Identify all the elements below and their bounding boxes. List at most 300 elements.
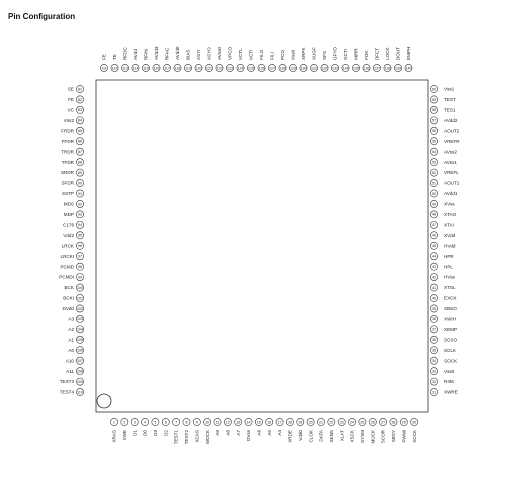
pin-number: 115 xyxy=(143,66,149,71)
pin-number: 37 xyxy=(432,327,436,332)
pin-47 xyxy=(430,221,453,228)
pin-7 xyxy=(173,418,180,444)
pin-number: 119 xyxy=(185,66,191,71)
pin-112 xyxy=(111,54,118,71)
pin-number: 88 xyxy=(78,160,82,165)
pin-label: Vdd0 xyxy=(297,430,303,441)
pin-60 xyxy=(430,85,454,92)
pin-label: XCCK xyxy=(411,430,417,443)
pin-label: A11 xyxy=(66,368,74,374)
pin-124 xyxy=(237,48,244,72)
pin-number: 23 xyxy=(339,420,344,425)
pin-number: 11 xyxy=(215,420,220,425)
pin-number: 85 xyxy=(78,129,82,134)
pin-59 xyxy=(430,96,456,103)
pin-22 xyxy=(328,418,335,442)
pin-108 xyxy=(66,368,83,375)
pin-32 xyxy=(430,378,453,385)
pin-label: XWIH xyxy=(444,316,456,322)
pin-number: 89 xyxy=(78,170,82,175)
pin-label: D1 xyxy=(132,430,138,436)
pin-number: 90 xyxy=(78,181,82,186)
pin-137 xyxy=(373,48,380,72)
pin-31 xyxy=(430,388,457,395)
pin-number: 99 xyxy=(78,275,82,280)
pin-label: A5 xyxy=(266,430,272,436)
pin-45 xyxy=(430,242,456,249)
pin-number: 34 xyxy=(432,359,436,363)
pin-number: 105 xyxy=(77,338,83,343)
pin-label: Vss0 xyxy=(444,368,455,374)
pin-number: 86 xyxy=(78,139,82,144)
pin-140 xyxy=(405,47,412,72)
pin-2 xyxy=(121,418,128,440)
pin-number: 109 xyxy=(77,379,83,384)
pin-number: 43 xyxy=(432,264,436,269)
pin-number: 112 xyxy=(111,66,118,71)
pin-label: EXCK xyxy=(444,295,457,301)
pin-104 xyxy=(68,326,83,333)
pin-97 xyxy=(60,253,83,260)
pin-label: GFYO xyxy=(332,46,338,60)
pin-6 xyxy=(162,418,169,435)
pin-number: 41 xyxy=(432,285,436,290)
pin-number: 140 xyxy=(405,66,412,71)
pin-number: 108 xyxy=(77,369,83,374)
pin-number: 44 xyxy=(432,254,436,259)
pin-label: XCAS xyxy=(194,430,200,443)
pin-label: GCTI xyxy=(343,49,349,60)
pin-number: 106 xyxy=(77,348,83,353)
pin-label: XSCK xyxy=(349,430,355,443)
pin-56 xyxy=(430,127,459,134)
pin-label: D2 xyxy=(163,430,169,436)
pin-number: 122 xyxy=(216,66,223,71)
pin-number: 95 xyxy=(78,233,82,238)
pin-8 xyxy=(183,418,190,444)
pin-135 xyxy=(352,48,359,72)
pin-86 xyxy=(62,138,84,145)
pin-95 xyxy=(63,232,83,239)
pin-5 xyxy=(152,418,159,435)
pin-label: SBSO xyxy=(444,306,457,312)
pin-number: 60 xyxy=(432,87,436,92)
pin-number: 48 xyxy=(432,212,436,217)
pin-label: A1 xyxy=(68,337,74,343)
pin-label: TE xyxy=(112,54,118,60)
pin-label: TFDR xyxy=(61,159,74,165)
pin-37 xyxy=(430,326,457,333)
pin-label: BCK xyxy=(64,285,74,291)
pin-label: XTSL xyxy=(444,285,456,291)
pin-label: RFAC xyxy=(164,47,170,60)
pin-132 xyxy=(321,51,328,72)
pin-label: XEMP xyxy=(444,326,458,332)
pin-87 xyxy=(61,148,83,155)
pin-label: XWE xyxy=(121,430,127,441)
pin-107 xyxy=(66,357,84,364)
pin-127 xyxy=(268,52,275,72)
pin-90 xyxy=(61,179,83,186)
pin-label: SCSO xyxy=(444,337,458,343)
pin-125 xyxy=(247,50,254,72)
pin-number: 120 xyxy=(195,66,202,71)
pin-number: 20 xyxy=(308,420,313,425)
pin-number: 139 xyxy=(395,66,401,71)
pin-number: 49 xyxy=(432,202,436,207)
pin-label: PCMD xyxy=(60,264,74,270)
pin-number: 132 xyxy=(321,66,328,71)
pin-99 xyxy=(59,274,83,281)
pin-number: 117 xyxy=(164,66,170,71)
pin-38 xyxy=(430,315,456,322)
pin-111 xyxy=(100,54,107,71)
pin-53 xyxy=(430,159,457,166)
pin-91 xyxy=(62,190,84,197)
pin-13 xyxy=(235,418,242,435)
pin-number: 7 xyxy=(175,420,178,425)
pin-15 xyxy=(255,418,262,435)
pin-label: HPR xyxy=(444,253,454,259)
pin-label: HPL xyxy=(444,264,453,270)
pin-85 xyxy=(61,127,83,134)
pin-122 xyxy=(216,47,223,72)
pin-number: 21 xyxy=(319,420,323,425)
pin-label: AVdd1 xyxy=(444,191,458,197)
pin-label: XTAO xyxy=(444,212,457,217)
pin-number: 91 xyxy=(78,191,82,196)
pin-number: 39 xyxy=(432,306,436,311)
pin-number: 13 xyxy=(236,420,241,425)
pin-number: 135 xyxy=(353,66,359,71)
pin-number: 118 xyxy=(174,66,181,71)
pin-number: 111 xyxy=(101,66,107,71)
pin-number: 134 xyxy=(342,66,349,71)
pin-29 xyxy=(400,418,407,442)
pin-number: 128 xyxy=(279,66,286,71)
pin-label: SCOR xyxy=(380,430,386,444)
pin-label: MDP xyxy=(63,212,74,217)
pin-33 xyxy=(430,368,454,375)
pin-label: SYSM xyxy=(360,430,365,444)
pin-3 xyxy=(131,418,138,435)
chip-package-body xyxy=(96,80,428,412)
pin-label: LOCK xyxy=(385,47,391,60)
pin-label: R4M xyxy=(444,379,454,385)
pin-label: BIAS xyxy=(185,49,191,60)
pin-label: A4 xyxy=(277,430,283,436)
pin-49 xyxy=(430,200,455,207)
pin-label: AOUT1 xyxy=(444,180,460,186)
pin-label: A8 xyxy=(225,430,231,436)
pin-number: 30 xyxy=(412,420,417,425)
pin-11 xyxy=(214,418,221,435)
pin-number: 56 xyxy=(432,129,436,134)
pin-label: DFCT xyxy=(374,47,380,60)
pin-number: 24 xyxy=(350,420,355,425)
pin-label: EMPH xyxy=(406,46,412,60)
pin-1 xyxy=(110,418,117,442)
pin-51 xyxy=(430,179,459,186)
pin-117 xyxy=(163,47,170,72)
pin-number: 104 xyxy=(77,327,83,332)
pin-label: VREFL xyxy=(444,170,459,176)
pin-119 xyxy=(184,50,191,72)
pin-number: 93 xyxy=(78,212,82,217)
pin-label: XRAS xyxy=(111,430,117,443)
pin1-orientation-mark xyxy=(97,394,111,408)
pin-label: SSTP xyxy=(62,191,74,197)
pin-35 xyxy=(430,347,457,354)
pin-number: 98 xyxy=(78,264,82,269)
pin-93 xyxy=(64,211,84,218)
pin-label: TRDR xyxy=(61,149,74,155)
pin-118 xyxy=(174,46,181,71)
pin-110 xyxy=(60,388,84,395)
pin-label: XWRE xyxy=(444,389,458,395)
pin-number: 136 xyxy=(363,66,370,71)
pin-number: 22 xyxy=(329,420,334,425)
pin-label: AVdd xyxy=(133,49,139,60)
pin-43 xyxy=(430,263,453,270)
pin-label: FFDR xyxy=(61,138,74,144)
pin-25 xyxy=(359,418,366,443)
pin-129 xyxy=(289,49,296,71)
pin-number: 10 xyxy=(205,420,210,425)
pin-131 xyxy=(310,47,317,72)
pin-number: 137 xyxy=(374,66,380,71)
pin-label: RFDC xyxy=(122,47,128,60)
pin-label: AOUT2 xyxy=(444,128,460,134)
pin-label: AVss0 xyxy=(217,47,223,60)
pin-label: A3 xyxy=(68,316,74,322)
pin-46 xyxy=(430,232,455,239)
pin-30 xyxy=(411,418,418,442)
pin-number: 25 xyxy=(360,420,365,425)
pin-number: 116 xyxy=(153,66,160,71)
pin-114 xyxy=(132,49,139,72)
pin-label: FILO xyxy=(259,49,265,60)
pin-label: CLOK xyxy=(308,430,314,443)
pin-20 xyxy=(307,418,314,442)
pin-83 xyxy=(68,106,84,113)
pin-number: 35 xyxy=(432,348,436,353)
pin-number: 19 xyxy=(298,420,303,425)
pin-label: PCMDI xyxy=(59,274,74,280)
pin-label: AVdd3 xyxy=(154,46,160,60)
pin-label: MUCK xyxy=(370,430,376,444)
pin-number: 127 xyxy=(269,66,275,71)
pin-label: FE xyxy=(68,97,74,103)
pin-number: 133 xyxy=(332,66,338,71)
pin-number: 138 xyxy=(384,66,391,71)
pin-40 xyxy=(430,294,457,301)
pin-54 xyxy=(430,148,457,155)
pin-34 xyxy=(430,357,458,364)
pin-55 xyxy=(430,138,460,145)
pin-number: 129 xyxy=(290,66,296,71)
pin-44 xyxy=(430,253,454,260)
pin-134 xyxy=(342,49,349,72)
pin-12 xyxy=(224,418,231,435)
pin-number: 110 xyxy=(77,390,83,395)
pin-number: 26 xyxy=(370,420,375,425)
pin-label: TEST1 xyxy=(173,430,179,445)
pin-number: 123 xyxy=(227,66,233,71)
pin-label: SRDR xyxy=(60,170,74,176)
pin-number: 83 xyxy=(78,108,82,113)
pin-115 xyxy=(142,49,149,71)
pin-27 xyxy=(380,418,387,443)
pin-label: LRCKI xyxy=(60,253,74,259)
pin-102 xyxy=(63,305,84,312)
pin-label: TES1 xyxy=(444,107,456,113)
pin-label: A0 xyxy=(68,347,74,353)
pin-label: HVdd xyxy=(444,243,456,249)
pin-113 xyxy=(121,47,128,72)
pin-138 xyxy=(384,47,391,72)
pin-116 xyxy=(153,46,160,71)
pin-label: XVdd xyxy=(444,232,456,238)
pin-label: WDCK xyxy=(204,430,210,445)
pin-label: SENS xyxy=(328,430,334,443)
pin-label: VCTI xyxy=(248,49,254,60)
pin-101 xyxy=(63,294,83,301)
pin-number: 16 xyxy=(267,420,272,425)
pin-number: 114 xyxy=(132,66,139,71)
pin-number: 47 xyxy=(432,223,436,228)
pin-label: DVdd xyxy=(62,306,74,312)
pin-24 xyxy=(348,418,355,442)
pin-58 xyxy=(430,106,456,113)
pin-number: 4 xyxy=(144,420,147,425)
pin-label: DATA xyxy=(318,430,324,442)
pin-label: AVdd2 xyxy=(444,117,458,123)
pin-96 xyxy=(62,242,84,249)
pin-label: PCO xyxy=(280,50,286,60)
pin-39 xyxy=(430,305,457,312)
pin-label: MDS xyxy=(63,201,74,207)
pin-21 xyxy=(317,418,324,441)
pin-109 xyxy=(60,378,84,385)
pin-number: 5 xyxy=(154,420,157,425)
pin-89 xyxy=(61,169,84,176)
pin-18 xyxy=(286,418,293,442)
pin-number: 124 xyxy=(237,66,244,71)
pin-label: Vss2 xyxy=(63,117,74,123)
pin-number: 52 xyxy=(432,170,436,175)
pin-number: 40 xyxy=(432,296,436,301)
pin-9 xyxy=(193,418,200,442)
pin-label: FE xyxy=(101,54,107,60)
pin-36 xyxy=(430,336,457,343)
pin-label: ASYO xyxy=(206,47,212,60)
pin-label: TEST2 xyxy=(184,430,190,445)
pin-label: RFIN xyxy=(143,49,149,60)
pin-number: 9 xyxy=(195,420,198,425)
pin-label: A10 xyxy=(65,358,74,364)
pin-10 xyxy=(204,418,211,444)
pin-number: 102 xyxy=(77,306,83,311)
pin-133 xyxy=(331,47,338,72)
pin-number: 100 xyxy=(77,285,83,290)
pin-123 xyxy=(226,47,233,72)
pin-number: 125 xyxy=(248,66,254,71)
pin-4 xyxy=(141,418,148,435)
pin-label: PWMI xyxy=(401,430,407,443)
pin-label: XVss xyxy=(444,201,455,207)
pin-label: AVss1 xyxy=(444,159,457,165)
pin-84 xyxy=(64,117,84,124)
pin-label: TEST3 xyxy=(59,379,74,385)
pin-number: 29 xyxy=(401,420,406,425)
pin-92 xyxy=(64,200,84,207)
pin-57 xyxy=(430,117,457,124)
pin-52 xyxy=(430,169,459,176)
pin-label: FILI xyxy=(269,52,275,60)
pin-number: 42 xyxy=(432,275,436,280)
pin-106 xyxy=(68,347,83,354)
pin-number: 3 xyxy=(133,420,136,425)
pin-23 xyxy=(338,418,345,441)
pin-126 xyxy=(258,49,265,71)
pin-label: VREFR xyxy=(444,138,460,144)
pin-number: 55 xyxy=(432,139,436,144)
pin-label: DVss xyxy=(246,430,252,441)
pin-136 xyxy=(363,50,370,72)
pin-number: 14 xyxy=(246,420,251,425)
pin-number: 92 xyxy=(78,202,82,207)
pin-number: 82 xyxy=(78,97,82,102)
pin-label: ASYI xyxy=(196,49,202,60)
pin-28 xyxy=(390,418,397,442)
pin-label: VCTL xyxy=(238,48,244,60)
pin-label: SFDR xyxy=(61,180,74,186)
pin-label: Vss1 xyxy=(444,86,455,92)
pin-130 xyxy=(300,47,307,72)
pin-label: SOCK xyxy=(444,358,458,364)
pin-number: 18 xyxy=(287,420,292,425)
pin-number: 54 xyxy=(432,150,436,154)
pin-number: 121 xyxy=(206,66,212,71)
pin-42 xyxy=(430,274,455,281)
pin-label: XUGF xyxy=(311,47,317,60)
pin-105 xyxy=(68,336,83,343)
pin-number: 46 xyxy=(432,233,436,238)
pin-number: 33 xyxy=(432,369,436,374)
pin-number: 28 xyxy=(391,420,396,425)
pin-label: D0 xyxy=(142,430,148,436)
pin-number: 27 xyxy=(381,420,386,425)
pin-label: LRCK xyxy=(61,243,74,249)
pin-number: 50 xyxy=(432,191,436,196)
pin-81 xyxy=(68,85,84,92)
pin-26 xyxy=(369,418,376,443)
pin-label: XTAI xyxy=(444,222,454,228)
pin-number: 32 xyxy=(432,379,436,384)
pin-48 xyxy=(430,211,456,218)
page-title: Pin Configuration xyxy=(8,12,76,21)
pin-label: HVss xyxy=(444,274,455,280)
pin-label: A6 xyxy=(256,430,262,436)
pin-label: SE xyxy=(67,86,74,92)
pin-label: C176 xyxy=(63,222,74,228)
pin-label: A7 xyxy=(235,430,241,436)
pin-128 xyxy=(279,50,286,72)
pin-120 xyxy=(195,50,202,72)
pin-label: Vss0 xyxy=(290,49,296,60)
pin-number: 2 xyxy=(123,420,126,425)
